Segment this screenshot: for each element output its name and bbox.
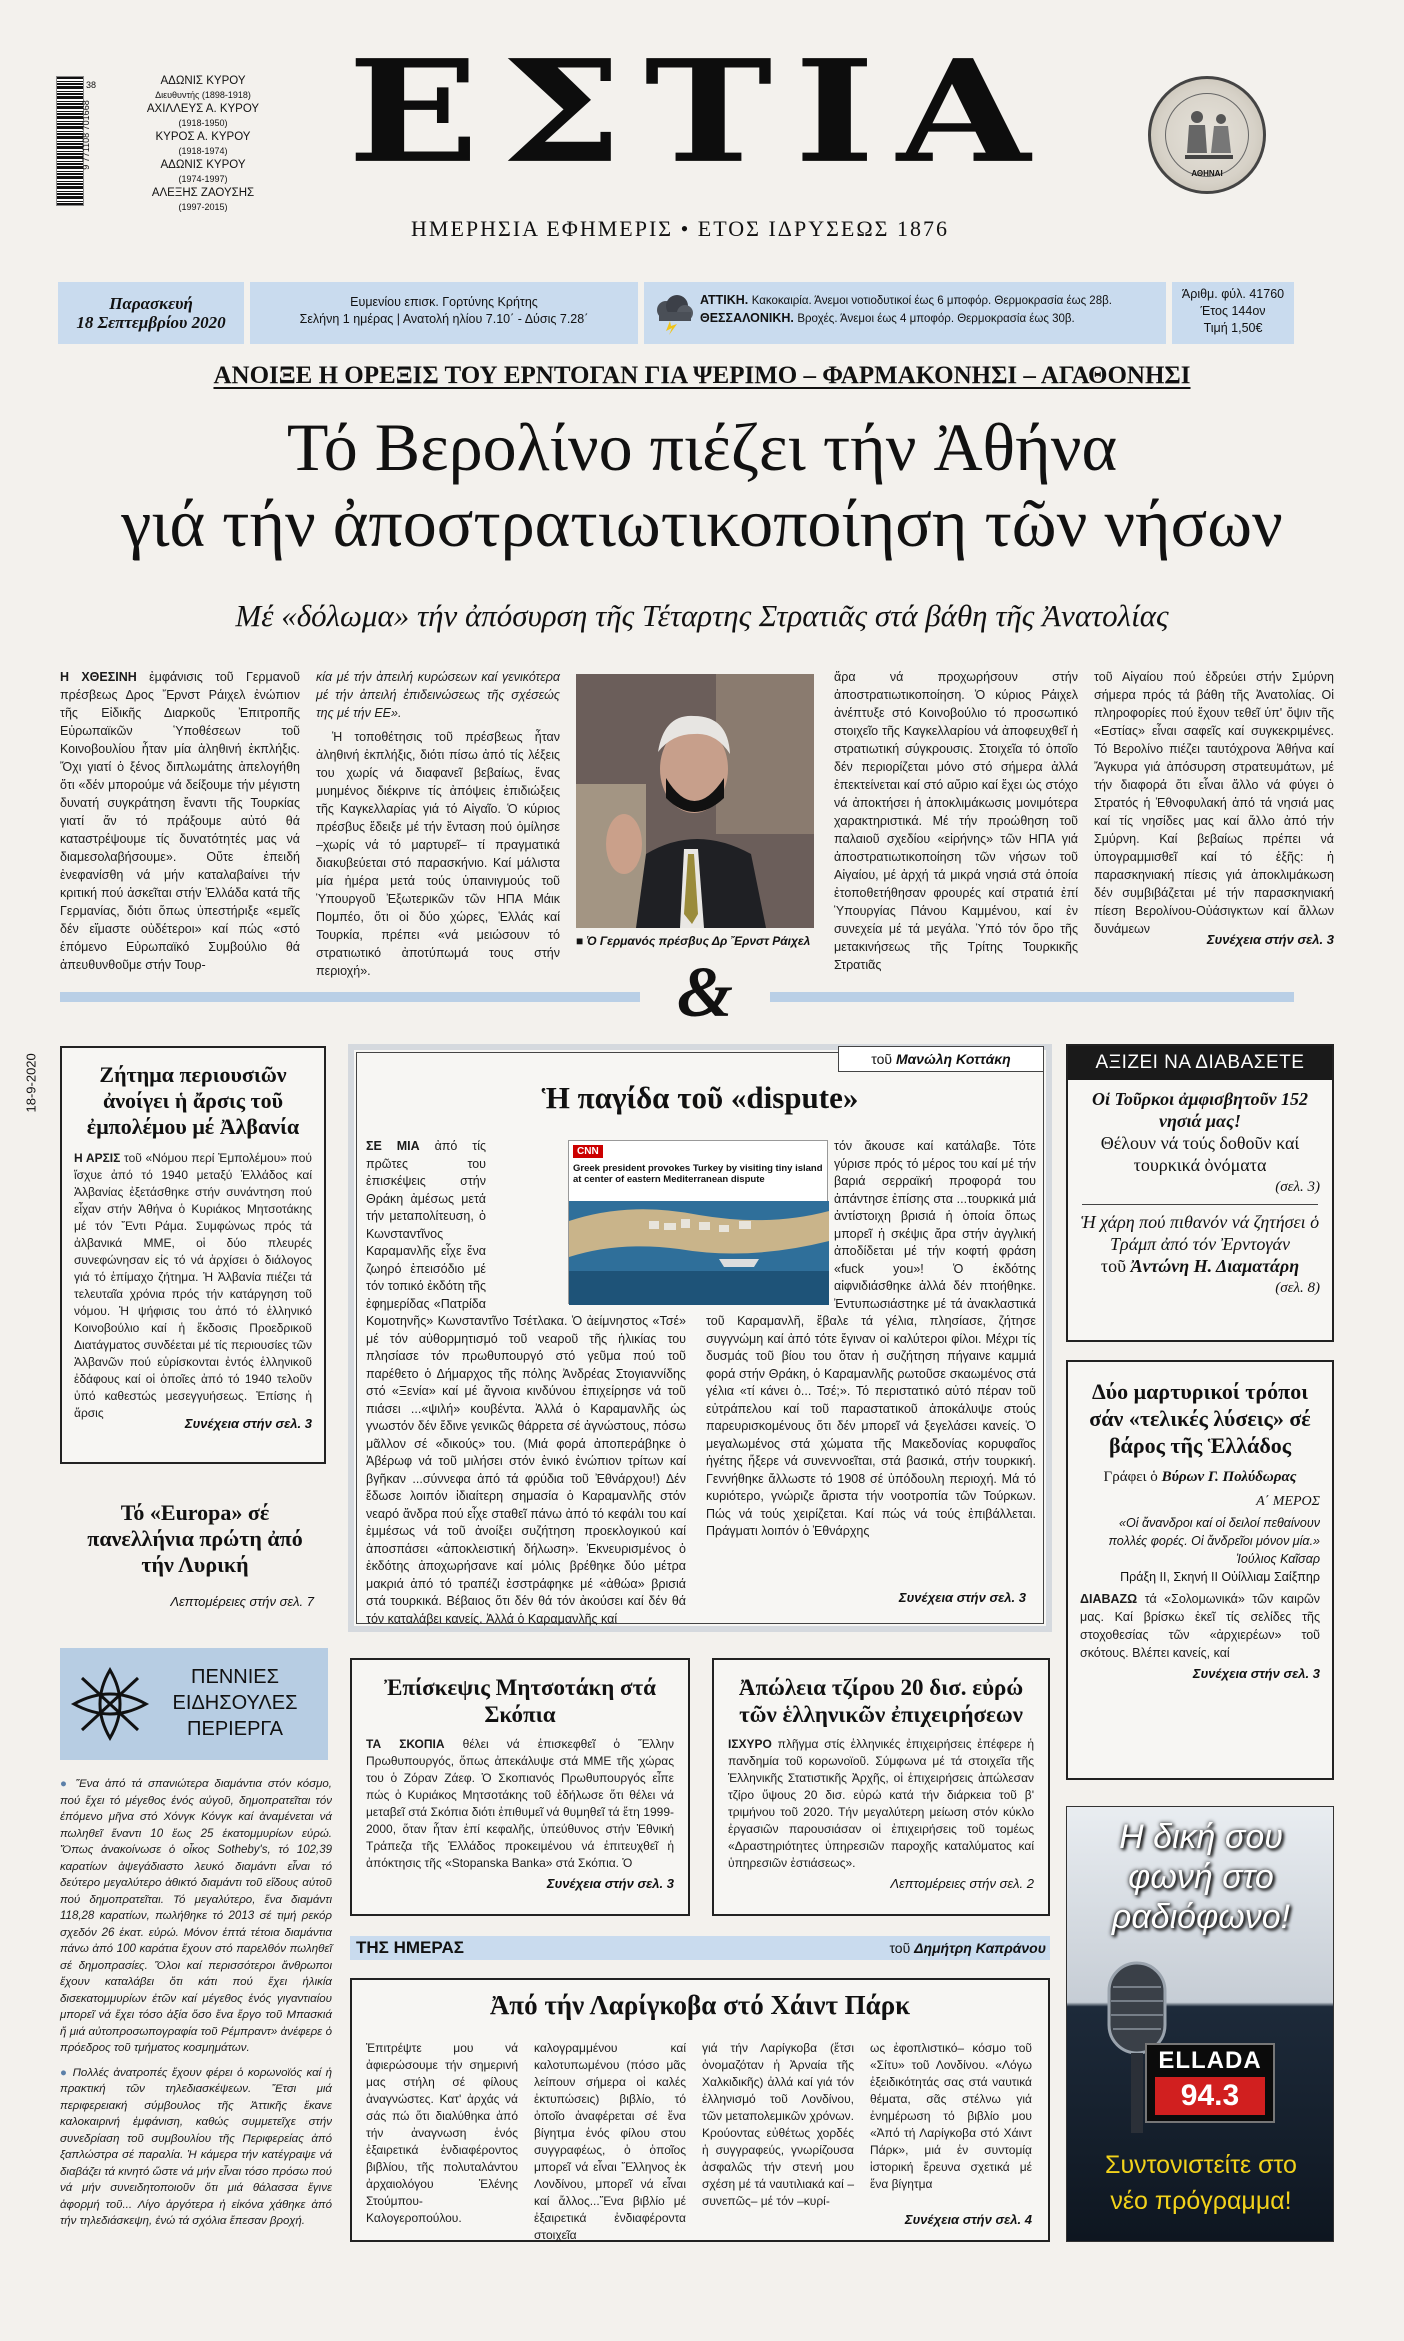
infobar-saint: Ευμενίου επισκ. Γορτύνης Κρήτης (350, 295, 538, 309)
ambassador-photo-icon (576, 674, 814, 928)
dispute-byline-prefix: τοῦ (871, 1051, 893, 1067)
axizei-item-1-page: (σελ. 3) (1275, 1179, 1320, 1195)
infobar-full-date: 18 Σεπτεμβρίου 2020 (76, 313, 226, 332)
albania-body (74, 1150, 312, 1420)
apoleia-box (712, 1658, 1050, 1916)
tis-imeras-col-3: γιά τήν Λαρίγκοβα (ἔτσι ὀνομαζόταν ἡ Ἀρναία τῆς Χαλκιδικῆς) ἀλλά καί γιά τόν ἑλληνισμό τοῦ Λονδίνου, τῶν μεταπολεμικῶν χρόνων. Κρούοντας εὐθέτως χορδές ἡ συγγραφεύς, γνωρίζουσα ἀσφαλῶς τήν στενή μου σχέση μέ τά ναυτιλιακά καί –συνεπῶς– μέ τόν –κυρί- (702, 2041, 854, 2208)
martyrikoi-byline (1080, 1469, 1320, 1486)
founder-name: ΑΧΙΛΛΕΥΣ Α. ΚΥΡΟΥ (146, 103, 260, 115)
barcode-number: 9 771108 701668 (81, 100, 91, 170)
apoleia-details: Λεπτομέρειες στήν σελ. 2 (890, 1876, 1034, 1891)
axizei-item-2-by-prefix: τοῦ (1100, 1256, 1127, 1276)
martyrikoi-byline-name: Βύρων Γ. Πολύδωρας (1161, 1469, 1297, 1485)
lead-kicker: ΑΝΟΙΞΕ Η ΟΡΕΞΙΣ ΤΟΥ ΕΡΝΤΟΓΑΝ ΓΙΑ ΨΕΡΙΜΟ – ΦΑΡΜΑΚΟΝΗΣΙ – ΑΓΑΘΟΝΗΣΙ (213, 362, 1191, 389)
storm-cloud-icon (650, 290, 696, 336)
seal-text: ΑΘΗΝΑΙ (1191, 169, 1223, 178)
martyrikoi-byline-prefix: Γράφει ὁ (1103, 1469, 1158, 1485)
founders-list (128, 74, 278, 214)
founder-name: ΚΥΡΟΣ Α. ΚΥΡΟΥ (155, 131, 251, 143)
cnn-logo: CNN (573, 1145, 603, 1158)
dispute-col1-lead: ΣΕ ΜΙΑ (366, 1139, 420, 1153)
founder-note: (1997-2015) (178, 202, 228, 212)
radio-ad-line-2: φωνή στο (1128, 1858, 1274, 1896)
martyrikoi-lead: ΔΙΑΒΑΖΩ (1080, 1592, 1138, 1606)
radio-ad[interactable] (1066, 1806, 1334, 2242)
lead-column-4 (1094, 668, 1334, 936)
pennies-header (60, 1648, 328, 1760)
lead-col1-body: ἐμφάνισις τοῦ Γερμανοῦ πρέσβεως Δρος Ἔρνστ Ράιχελ ἐνώπιον τῆς Εἰδικῆς Διαρκοῦς Ἐπιτροπῆς Εὐρωπαϊκῶν Ὑποθέσεων τοῦ Κοινοβουλίου ἦταν μία ἀληθινή ἐκπλήξις. Ὄχι γιατί ὁ ξένος διπλωμάτης ἀπελογήθη ὅτι «δέν μπορούμε νά δείξουμε τήν μέγιστη δυνατή συγκράτηση ἔναντι τῆς Τουρκίας γιατί ἄν τό πράξουμε αὐτό θά καταστρέψουμε τίς δυνατότητές μας νά διαμεσολαβήσουμε». Οὔτε ἐπειδή ἐνεφανίσθη νά μήν καταλαβαίνει τήν κριτική πού ἀσκεῖται στήν Ἑλλάδα κατά τῆς Γερμανίας, διότι ὅπως ὑπεστήριξε «εμεῖς δέν εἴμαστε οὐδέτεροι» καί πώς «στό ἑπόμενο Εὐρωπαϊκό Συμβούλιο θά ἀπευθυνθοῦμε στήν Τουρ- (60, 670, 300, 972)
tis-imeras-continued: Συνέχεια στήν σελ. 4 (904, 2212, 1032, 2227)
radio-ad-frequency: 94.3 (1155, 2077, 1265, 2115)
dispute-byline-box (838, 1046, 1044, 1072)
dispute-col2-body: τόν ἄκουσε καί κατάλαβε. Τότε γύρισε πρός τό μέρος του καί μέ τήν βαριά σερραϊκή προφορά του ἀπάντησε ἐπίσης στα ...τουρκικά μιά ἀντίστοιχη βρισιά ἡ ὁποία ὅπως μπορεῖ ἡ σκέψις ἄρα στήν ἀγγλική ἀποδίδεται μέ τήν κοφτή φράση «fuck you»! Ὁ ἐκδότης αἰφνιδιάσθηκε ἀλλά δέν πτοήθηκε. Ἐντυπωσιάστηκε μέ τά ἀνακλαστικά τοῦ Καραμανλῆ, ἔβαλε τά γέλια, πλησίασε, ζήτησε συγγνώμη καί ἀπό τότε ἔγιναν οἱ καλύτεροι φίλοι. Μέχρι τίς δυσμάς τοῦ βίου του ὅταν ἡ συζήτηση πήγαινε καμμιά φορά στήν Θράκη, ὁ Καραμανλῆς ρωτοῦσε σκαωμένος στά γέλια «τί κάνει ὁ... Τσέ;». Τό περιστατικό αὐτό πέραν τοῦ εὐτράπελου καί τοῦ παραστατικοῦ ἀποκάλυψε στούς παρευρισκομένους ὅτι δέν μπορεῖ νά ξεγελάσει κανείς. Ὁ μεγαλωμένος στά χώματα τῆς Μακεδονίας κορυφαῖος ἡγέτης ἤξερε νά συνεννοεῖται, στά βασικά, στήν τουρκική. Γεννήθηκε ἄλλωστε τό 1908 σέ ὑπόδουλη περιοχή. Μά τό κυριότερο, γνώριζε ἄριστα τήν νοοτροπία τῶν Τούρκων. Πώς νά τούς χειρίζεται. Καί πώς νά τούς ἐπιβάλλεται. Πράγματι λοιπόν ὁ Ἐθνάρχης (706, 1139, 1036, 1538)
barcode-issue: 38 (86, 80, 97, 90)
weather-attica: Κακοκαιρία. Άνεμοι νοτιοδυτικοί έως 6 μποφόρ. Θερμοκρασία έως 28β. (751, 295, 1112, 307)
lead-col2-body: Ἡ τοποθέτησις τοῦ πρέσβεως ἦταν ἀληθινή ἐκπλήξις, διότι πίσω ἀπό τίς λέξεις του χωρίς νά διαφανεῖ βεβαίως, ἕνας μυημένος διέκρινε τίς ἀπόψεις ἐπιδιώξεις τῆς Καγκελλαρίας γιά τό Αἰγαῖο. Ὁ κύριος πρέσβυς ἔδειξε μέ τήν ἔνταση πού ὁμίλησε –χωρίς νά τό μαρτυρεῖ– τί πραγματικά διακυβεύεται στό παρασκήνιο. Καί μάλιστα μία ἡμέρα μετά τούς ὑπαινιγμούς τοῦ Ὑπουργοῦ Ἐξωτερικῶν τῶν ΗΠΑ Μάικ Πομπέο, ὅτι οἱ δύο χώρες, Ἑλλάς καί Τουρκία, πρέπει «νά μειώσουν τό στρατιωτικό ἀποτύπωμά τους στήν περιοχή». (316, 730, 560, 978)
dispute-col1-body: ἀπό τίς πρῶτες του ἐπισκέψεις στήν Θράκη ἀμέσως μετά τήν μεταπολίτευση, ὁ Κωνσταντῖνος Καραμανλῆς εἶχε ἕνα ζωηρό ἐπεισόδιο μέ τόν τοπικό ἐκδότη τῆς ἐφημερίδας «Πατρίδα Κομοτηνῆς» Κωνσταντῖνο Τσέτλακα. Ὁ ἀείμνηστος «Τσέ» μέ τόν αὐθορμητισμό τοῦ νεαροῦ τῆς ἡλικίας του πλησίασε τόν πρωθυπουργό στό γεῦμα πού τοῦ παρέθετο ὁ Δήμαρχος τῆς πόλης Ἀνδρέας Στογιαννίδης στό «Ξενία» καί μέ ἄγνοια κινδύνου ἐπιχείρησε νά τοῦ πιάσει ...«ψιλή» κουβέντα. Ἀλλά ὁ Καραμανλῆς ὡς γνωστόν δέν ἔδινε γενικῶς θάρρετα σέ ἀγνώστους, πόσω μᾶλλον σέ «δικούς» του. (Μιά φορά ἀποπεράβηκε ὁ Ἀβέρωφ νά τοῦ μιλήσει στόν ἑνικό ἐνώπιον τρίτων καί βγῆκαν ...σύννεφα ἀπό τά φρύδια τοῦ Ἐθνάρχου!) Δέν ἔδωσε λοιπόν ἰδιαίτερη σημασία ὁ Καραμανλῆς στόν νεαρό ἄνδρα πού εἶχε σταθεῖ πάνω ἀπό τό κεφάλι του καί ἐμμέσως νά τοῦ ἀνοίξει συζήτηση προεκλογικού καί ἀποσπάσει «ἀποκλειστική δήλωση». Ἐκνευρισμένος ὁ ἐκδότης ἀποχωρήσανε καί μόλις βρέθηκε δύο μέτρα μακριά ἀπό τό τραπέζι ἐσστράφηκε μέ «ἀθώα» βρισιά στά τουρκικά. Βέβαιος ὅτι δέν θά τόν ἀκούσει καί δέν θά τόν καταλάβει κανείς. Ἀλλά ὁ Καραμανλῆς καί (366, 1139, 686, 1626)
infobar-weather (644, 282, 1166, 344)
martyrikoi-source: Πράξη ΙΙ, Σκηνή ΙΙ Οὐίλλιαμ Σαίξπηρ (1120, 1570, 1320, 1584)
axizei-item-1 (1068, 1080, 1332, 1198)
founder-note: Διευθυντής (1898-1918) (155, 90, 251, 100)
founder-note: (1918-1950) (178, 118, 228, 128)
infobar-day: Παρασκευή (109, 294, 193, 313)
tis-imeras-byline-prefix: τοῦ (889, 1940, 911, 1956)
weather-attica-label: ΑΤΤΙΚΗ. (700, 293, 749, 307)
martyrikoi-headline: Δύο μαρτυρικοί τρόποι σάν «τελικές λύσεις» σέ βάρος τῆς Ἑλλάδος (1089, 1379, 1311, 1458)
barcode (56, 76, 84, 206)
cnn-headline: Greek president provokes Turkey by visiting tiny island at center of eastern Mediterranean dispute (573, 1163, 823, 1185)
mitsotakis-box (350, 1658, 690, 1916)
mitsotakis-lead: ΤΑ ΣΚΟΠΙΑ (366, 1737, 445, 1751)
tis-imeras-byline-box (836, 1936, 1046, 1960)
infobar-issue (1172, 282, 1294, 344)
tis-imeras-byline: Δημήτρη Καπράνου (914, 1940, 1046, 1956)
weather-thessaloniki-label: ΘΕΣΣΑΛΟΝΙΚΗ. (700, 311, 794, 325)
separator-right (770, 992, 1294, 1002)
lead-photo (576, 674, 814, 928)
athena-seal (1148, 76, 1266, 194)
axizei-item-2 (1068, 1211, 1332, 1299)
radio-ad-brand: ELLADA (1158, 2047, 1262, 2074)
masthead (0, 0, 1404, 270)
albania-story-box (60, 1046, 326, 1464)
martyrikoi-quote: «Οἱ ἄνανδροι καί οἱ δειλοί πεθαίνουν πολλές φορές. Οἱ ἄνδρεῖοι μόνον μία.» Ἰούλιος Καῖσαρ (1108, 1516, 1320, 1566)
lead-photo-caption: ■ Ὁ Γερμανός πρέσβυς Δρ Ἔρνστ Ράιχελ (576, 934, 811, 948)
masthead-subtitle: ΗΜΕΡΗΣΙΑ ΕΦΗΜΕΡΙΣ • ΕΤΟΣ ΙΔΡΥΣΕΩΣ 1876 (411, 216, 949, 241)
apoleia-body (728, 1736, 1034, 1874)
radio-ad-cta-1: Συντονιστείτε στο (1105, 2151, 1297, 2179)
founder-name: ΑΔΩΝΙΣ ΚΥΡΟΥ (160, 159, 246, 171)
lead-col4-body: τοῦ Αἰγαίου πού ἑδρεύει στήν Σμύρνη σήμερα πρός τά βάθη τῆς Ἀνατολίας. Οἱ πληροφορίες πού ἔχουν τεθεῖ ὑπ' ὄψιν τῆς «Εστίας» εἶναι σαφεῖς καί συγκεκριμένες. Τό Βερολίνο πιέζει ταυτόχρονα Ἀθήνα καί Ἄγκυρα γιά ἀπόσυρση στρατευμάτων, μέ τήν διαφορά ὅτι εἶναι ἄλλο νά φύγει ὁ Στρατός ἡ Ἐθνοφυλακή ἀπό τά νησιά μας καί τίς νησίδες μας καί ἄλλο ἀπό τήν Σμύρνη. Καί βεβαίως πρέπει νά ὑπογραμμισθεῖ καί τό ἑξῆς: ἡ παρασκηνιακή πίεσις γιά ἀποκλιμάκωση δέν συμβιβάζεται μέ τήν παρασκηνιακή πίεση Βερολίνου-Οὐάσιγκτων καί ἄλλων δυνάμεων (1094, 670, 1334, 936)
lead-subhead: Μέ «δόλωμα» τήν ἀπόσυρση τῆς Τέταρτης Στρατιᾶς στά βάθη τῆς Ἀνατολίας (235, 598, 1169, 633)
axizei-divider (1082, 1204, 1318, 1205)
tis-imeras-col-1: Ἐπιτρέψτε μου νά ἀφιερώσουμε τήν σημερινή μας στήλη σέ φίλους ἀναγνώστες. Κατ' ἀρχάς νά σάς πώ ὅτι διαλύθηκα ἀπό τήν ἀναγνωση ἑνός ἐξαιρετικά ἐνδιαφέροντος βιβλίου, τῆς πολυταλάντου ἀρχαιολόγου Ἑλένης Στούμπου-Καλογεροπούλου. (366, 2041, 518, 2225)
lead-col2-top: κία μέ τήν ἀπειλή κυρώσεων καί γενικότερα μέ τήν ἀπειλή ἐπιδεινώσεως τῆς σχέσεώς της μέ τήν ΕΕ». (316, 670, 560, 720)
pennies-para-1: ● Ἕνα ἀπό τά σπανιώτερα διαμάντια στόν κόσμο, πού ἔχει τό μέγεθος ἑνός αὐγοῦ, δημοπρατεῖται τόν ἐπόμενο μῆνα στό Χόνγκ Κόνγκ καί ἀναμένεται νά πωληθεῖ ἔναντι 10 ἕως 25 ἑκατομμυρίων εὐρώ. Ὅπως ἀνακοίνωσε ὁ οἶκος Sotheby's, τό 102,39 καρατίων ἀψεγάδιαστο λευκό διαμάντι εἶναι τό δεύτερο μεγαλύτερο ἀθικτό διαμάντι τοῦ εἴδους αὐτοῦ πού δημοπρατεῖται. Τό μεγαλύτερο, ἕνα διαμάντι 118,28 καρατίων, πωλήθηκε τό 2013 σέ τιμή ρεκόρ σχεδόν 26 ἑκατ. εὐρώ. Μόνον ἑπτά τέτοια διαμάντια πάνω ἀπό 100 καράτια ἔχουν στό παρελθόν πωληθεῖ σέ δημοπρασίες. Ὅλοι καί περισσότεροι ἄνθρωποι ἔχουν καταλάβει ὅτι κάτι πού ἔχει ἡλικία δισεκατομμυρίων ἐτῶν καί μέγεθος ἑνός γιγαντιαίου μπορεῖ νά ἔχει τόσο ἀξία ὅσο ἕνα ἔργο τοῦ Μπασκιά ἤ μιά αὐτοπροσωπογραφία τοῦ Ρέμπραντ» ἀνέφερε ὁ πρόεδρος τοῦ τμήματος κοσμημάτων. (60, 1778, 332, 2054)
dispute-column-2 (706, 1138, 1036, 1584)
lead-continued: Συνέχεια στήν σελ. 3 (1206, 932, 1334, 947)
infobar-calendar (250, 282, 638, 344)
issue-number: Άριθμ. φύλ. 41760 (1181, 287, 1285, 301)
martyrikoi-continued: Συνέχεια στήν σελ. 3 (1192, 1666, 1320, 1681)
side-date: 18-9-2020 (23, 1053, 39, 1113)
separator-left (60, 992, 640, 1002)
masthead-title: ΕΣΤΙΑ (347, 28, 1053, 195)
founder-note: (1974-1997) (178, 174, 228, 184)
lead-photo-caption-text: Ὁ Γερμανός πρέσβυς Δρ Ἔρνστ Ράιχελ (586, 934, 811, 948)
ampersand-ornament: & (676, 952, 733, 1032)
axizei-item-1-rest: Θέλουν νά τούς δοθοῦν καί τουρκικά ὀνόματα (1100, 1133, 1300, 1175)
martyrikoi-box (1066, 1360, 1334, 1780)
dispute-byline: Μανώλη Κοττάκη (895, 1051, 1011, 1067)
dispute-column-1 (366, 1138, 686, 1626)
albania-continued: Συνέχεια στήν σελ. 3 (184, 1416, 312, 1431)
pennies-title: ΠΕΝΝΙΕΣ ΕΙΔΗΣΟΥΛΕΣ ΠΕΡΙΕΡΓΑ (172, 1666, 298, 1740)
apoleia-headline: Ἀπώλεια τζίρου 20 δισ. εὐρώ τῶν ἑλληνικῶν ἐπιχειρήσεων (738, 1675, 1024, 1727)
founder-note: (1918-1974) (178, 146, 228, 156)
lead-headline-2: γιά τήν ἀποστρατιωτικοποίηση τῶν νήσων (121, 485, 1283, 561)
issue-price: Τιμή 1,50€ (1203, 321, 1263, 335)
apoleia-lead: ΙΣΧΥΡΟ (728, 1737, 772, 1751)
lead-col3-body: ἄρα νά προχωρήσουν στήν ἀποστρατιωτικοποίηση. Ὁ κύριος Ράιχελ ἀνέπτυξε στό Κοινοβούλιο τό προσωπικό στοιχεῖο τῆς Καγκελλαρίου νά ἀποφευχθεῖ ἡ στρατιωτική σύγκρουσις. Στοιχεῖα τό ὁποῖο δέν περιορίζεται μόνο στό σήμερα ἀλλά ἐπεκτείνεται καί στό αὔριο καί ἔχει ὡς στόχο νά ἀποκτήσει ἡ ἀποκλιμάκωσις μονιμότερα χαρακτηριστικά. Μέ τήν προώθηση τοῦ παλαιοῦ σχεδίου «εἰρήνης» τῶν ΗΠΑ γιά ἀποστρατιωτικοποίηση τῶν νήσων τοῦ Αἰγαίου, μέ ἀρχή τά μικρά νησιά στά ὁποία ἐτοποθετήθησαν φρουρές καί στρατιά ἐπί Ὑπουργίας Πάνου Καμμένου, καί ἐν συνεχεία μέ τά μεγάλα. Ὑπό τόν ὅρο τῆς μετακινήσεως τῆς Τρίτης Τουρκικῆς Στρατιᾶς (834, 670, 1078, 972)
lead-col1-lead: Η ΧΘΕΣΙΝΗ (60, 670, 137, 684)
axizei-item-1-title: Οἱ Τοῦρκοι ἀμφισβητοῦν 152 νησιά μας! (1092, 1089, 1308, 1131)
lead-headline-1: Τό Βερολίνο πιέζει τήν Ἀθήνα (286, 409, 1118, 485)
europa-headline: Τό «Europa» σέ πανελλήνια πρώτη ἀπό τήν Λυρική (87, 1500, 303, 1577)
founder-name: ΑΛΕΞΗΣ ΖΑΟΥΣΗΣ (151, 187, 255, 199)
pennies-body (60, 1776, 332, 2276)
martyrikoi-body (1080, 1590, 1320, 1662)
mitsotakis-headline: Ἐπίσκεψις Μητσοτάκη στά Σκόπια (383, 1675, 657, 1727)
lead-column-2 (316, 668, 560, 978)
tis-imeras-col-4: ως ἐφοπλιστικό– κόσμο τοῦ «Σίτυ» τοῦ Λονδίνου. «Λόγω ἐξειδικότητάς σας στά ναυτικά θέματα, σᾶς στέλνω γιά ἐνημέρωση τό βιβλίο μου «Ἀπό τή Λαρίγκοβα στό Χάιντ Πάρκ», μιά ἐν συντομίᾳ ἱστορική ἔρευνα σχετικά μέ ἕνα βίγητμα (870, 2041, 1032, 2191)
tis-imeras-box (350, 1978, 1050, 2242)
issue-year: Έτος 144ον (1200, 304, 1266, 318)
europa-details: Λεπτομέρειες στήν σελ. 7 (170, 1594, 314, 1609)
dispute-headline: Ἡ παγίδα τοῦ «dispute» (541, 1080, 859, 1115)
mitsotakis-body (366, 1736, 674, 1874)
lead-column-3 (834, 668, 1078, 972)
infobar-sun-moon: Σελήνη 1 ημέρας | Ανατολή ηλίου 7.10΄ - Δύσις 7.28΄ (299, 312, 589, 326)
pennies-para-1-text: Ἕνα ἀπό τά σπανιώτερα διαμάντια στόν κόσμο, πού ἔχει τό μέγεθος ἑνός αὐγοῦ, δημοπρατεῖται τόν ἐπόμενο μῆνα στό Χόνγκ Κόνγκ καί ἀναμένεται νά πωληθεῖ ἔναντι 10 ἕως 25 ἑκατομμυρίων εὐρώ. Ὅπως ἀνακοίνωσε ὁ οἶκος Sotheby's, τό 102,39 καρατίων ἀψεγάδιαστο λευκό διαμάντι εἶναι τό δεύτερο μεγαλύτερο ἀθικτό διαμάντι τοῦ εἴδους αὐτοῦ πού δημοπρατεῖται. Τό μεγαλύτερο, ἕνα διαμάντι 118,28 καρατίων, πωλήθηκε τό 2013 σέ τιμή ρεκόρ σχεδόν 26 ἑκατ. εὐρώ. Μόνον ἑπτά τέτοια διαμάντια πάνω ἀπό 100 καράτια ἔχουν στό παρελθόν πωληθεῖ σέ δημοπρασίες. Ὅλοι καί περισσότεροι ἄνθρωποι ἔχουν καταλάβει ὅτι κάτι πού ἔχει ἡλικία δισεκατομμυρίων ἐτῶν καί μέγεθος ἑνός γιγαντιαίου μπορεῖ νά ἔχει τόσο ἀξία ὅσο ἕνα ἔργο τοῦ Μπασκιά ἤ μιά αὐτοπροσωπογραφία τοῦ Ρέμπραντ» ἀνέφερε ὁ πρόεδρος τοῦ τμήματος κοσμημάτων. (60, 1778, 332, 2054)
founder-name: ΑΔΩΝΙΣ ΚΥΡΟΥ (160, 75, 246, 87)
mitsotakis-continued: Συνέχεια στήν σελ. 3 (546, 1876, 674, 1891)
weather-thessaloniki: Βροχές. Άνεμοι έως 4 μποφόρ. Θερμοκρασία έως 30β. (797, 313, 1075, 325)
martyrikoi-text: τά «Σολομωνικά» τῶν καιρῶν μας. Καί βρίσκω ἐκεῖ τίς σελίδες τῆς στοχοθεσίας τῶν «ἀρχιερέων» τοῦ σκότους. Βλέπει κανείς, καί (1080, 1592, 1320, 1660)
pennies-para-2: ● Πολλές ἀνατροπές ἔχουν φέρει ὁ κορωνοϊός καί ἡ πρακτική τῶν τηλεδιασκέψεων. Ἔτσι μιά περιφερειακή σύμβουλος τῆς Ἀττικῆς ἔκανε καλοκαιρινή ἐμφάνιση, καθώς συμμετεῖχε στήν συνεδρίαση τοῦ συμβουλίου τῆς Περιφερείας ἀπό ξαπλώστρα σέ παραλία. Ἡ κάμερα τήν κατέγραψε νά διαβάζει τά κινητό ὥστε νά μήν εἶναι τόσο πρόσω πού νά μήν συνειδητοποιοῦν ὅτι μιά θάλασσα ἔγινε ἀφορμή τοῦ... Λίγο ἀργότερα ἡ εἰκόνα χάθηκε ἀπό τήν τηλεδιάσκεψη, ἐνώ τά σχόλια ἔπεσαν βροχή. (60, 2066, 332, 2227)
mitsotakis-text: θέλει νά ἐπισκεφθεῖ ὁ Ἕλλην Πρωθυπουργός, ὅπως ἀπεκάλυψε στά ΜΜΕ τῆς χώρας του ὁ Ζόραν Ζάεφ. Ὁ Σκοπιανός Πρωθυπουργός εἶπε πώς ὁ Κυριάκος Μητσοτάκης τοῦ ἐδήλωσε ὅτι θέλει νά μεταβεῖ στά Σκόπια διότι ἐπιθυμεῖ νά θυμηθεῖ τά ἔτη 1999-2000, ὅταν ἦταν ἐπί κεφαλῆς, ὑπεύθυνος στήν Ἐθνική Τράπεζα τῆς Ἑλλάδος προκειμένου νά ἐπιτευχθεῖ ἡ ἀπόκτησις τῆς «Stopanska Banka» στά Σκόπια. Ὁ (366, 1737, 674, 1870)
tis-imeras-label: ΤΗΣ ΗΜΕΡΑΣ (356, 1938, 464, 1957)
infobar-date (58, 282, 244, 344)
tis-imeras-headline: Ἀπό τήν Λαρίγκοβα στό Χάιντ Πάρκ (489, 1990, 911, 2020)
albania-headline: Ζήτημα περιουσιῶν ἀνοίγει ἡ ἄρσις τοῦ ἐμπολέμου μέ Ἀλβανία (86, 1062, 300, 1139)
axizei-item-2-title: Ἡ χάρη πού πιθανόν νά ζητήσει ὁ Τράμπ ἀπό τόν Ἐρντογάν (1080, 1212, 1320, 1254)
albania-text: τοῦ «Νόμου περί Ἐμπολέμου» πού ἴσχυε ἀπό τό 1940 μεταξύ Ἑλλάδος καί Ἀλβανίας ἐξετάσθηκε στήν συνάντηση πού εἶχαν στήν Ἀθήνα ὁ Κυριάκος Μητσοτάκης μέ τόν Ἔντι Ράμα. Συμφώνως πρός τά ἀλβανικά ΜΜΕ, οἱ δύο πλευρές συνεφώνησαν εἰς τό νά ἀρχίσει ὁ διάλογος γιά τό ἐπίμαχο ζήτημα. Ἡ Ἀλβανία πιέζει τά τελευταῖα χρόνια πρός τήν κατάργηση τοῦ νόμου. Ἡ ψήφισις του ἀπό τό ἑλληνικό Κοινοβούλιο καί ἡ ἔκδοσις Προεδρικοῦ Διατάγματος συνδέεται μέ τίς περιουσίες τῶν Ἀλβανῶν πού εὑρίσκονται ἐντός ἑλληνικοῦ ἐδάφους καί οἱ ὁποῖες ἀπό τό 1940 τελοῦν ὑπό καθεστώς μεσεγγυήσεως. Ἐπίσης ἡ ἄρσις (74, 1151, 312, 1420)
ornament-icon (70, 1666, 150, 1742)
axizei-item-2-page: (σελ. 8) (1275, 1280, 1320, 1296)
axizei-box (1066, 1044, 1334, 1342)
radio-ad-line-1: Η δική σου (1119, 1818, 1283, 1856)
albania-lead: Η ΑΡΣΙΣ (74, 1151, 121, 1165)
lead-column-1 (60, 668, 300, 972)
radio-ad-logo (1145, 2043, 1275, 2123)
apoleia-text: πλῆγμα στίς ἑλληνικές ἐπιχειρήσεις ἐπέφερε ἡ πανδημία τοῦ κορωνοϊοῦ. Σύμφωνα μέ τά στοιχεῖα τῆς Ἑλληνικῆς Στατιστικῆς Ἀρχῆς, οἱ ἐπιχειρήσεις ἀπώλεσαν τζίρο ὕψους 20 δισ. εὐρώ κατά τήν διάρκεια τοῦ β' τριμήνου τοῦ 2020. Τήν μεγαλύτερη μείωση στόν κύκλο ἐργασιῶν παρουσιάσαν οἱ ἐπιχειρήσεις τοῦ τομέως «Δραστηριότητες ὑπηρεσιῶν παροχῆς καταλύματος καί ὑπηρεσιῶν ἑστιάσεως». (728, 1737, 1034, 1870)
dispute-continued: Συνέχεια στήν σελ. 3 (898, 1590, 1026, 1605)
axizei-header: ΑΞΙΖΕΙ ΝΑ ΔΙΑΒΑΣΕΤΕ (1068, 1046, 1332, 1080)
radio-ad-line-3: ραδιόφωνο! (1111, 1898, 1291, 1936)
radio-ad-cta-2: νέο πρόγραμμα! (1110, 2187, 1292, 2215)
axizei-item-2-by: Ἀντώνη Η. Διαματάρη (1130, 1256, 1300, 1276)
martyrikoi-part: Α΄ ΜΕΡΟΣ (1256, 1494, 1320, 1509)
pennies-para-2-text: Πολλές ἀνατροπές ἔχουν φέρει ὁ κορωνοϊός καί ἡ πρακτική τῶν τηλεδιασκέψεων. Ἔτσι μιά περιφερειακή σύμβουλος τῆς Ἀττικῆς ἔκανε καλοκαιρινή ἐμφάνιση, καθώς συμμετεῖχε στήν συνεδρίαση τοῦ συμβουλίου τῆς Περιφερείας ἀπό ξαπλώστρα σέ παραλία. Ἡ κάμερα τήν κατέγραψε νά διαβάζει τά κινητό ὥστε νά μήν εἶναι τόσο πρόσω πού νά μήν συνειδητοποιοῦν ὅτι μιά θάλασσα ἔγινε ἀφορμή τοῦ... Λίγο ἀργότερα ἡ εἰκόνα χάθηκε ἀπό τήν τηλεδιάσκεψη, ἐνώ τά σχόλια ἔπεσαν βροχή. (60, 2066, 332, 2227)
tis-imeras-col-2: καλογραμμένου καί καλοτυπωμένου (πόσο μᾶς λείπουν σήμερα οἱ καλές ἐκτυπώσεις) βιβλίο, τό ὁποῖο ἀναφέρεται σέ ἕνα βίγητμα ἑνός φίλου στου συγγραφέως, ὁ ὁποῖος μπορεῖ νά εἶναι Ἕλληνος ἐκ Λονδίνου, μπορεῖ νά εἶναι καί ἄλλος...Ἕνα βιβλίο μέ ἐξαιρετικά ἐνδιαφέροντα στοιχεῖα (534, 2041, 686, 2242)
athena-figures-icon (1181, 103, 1237, 163)
